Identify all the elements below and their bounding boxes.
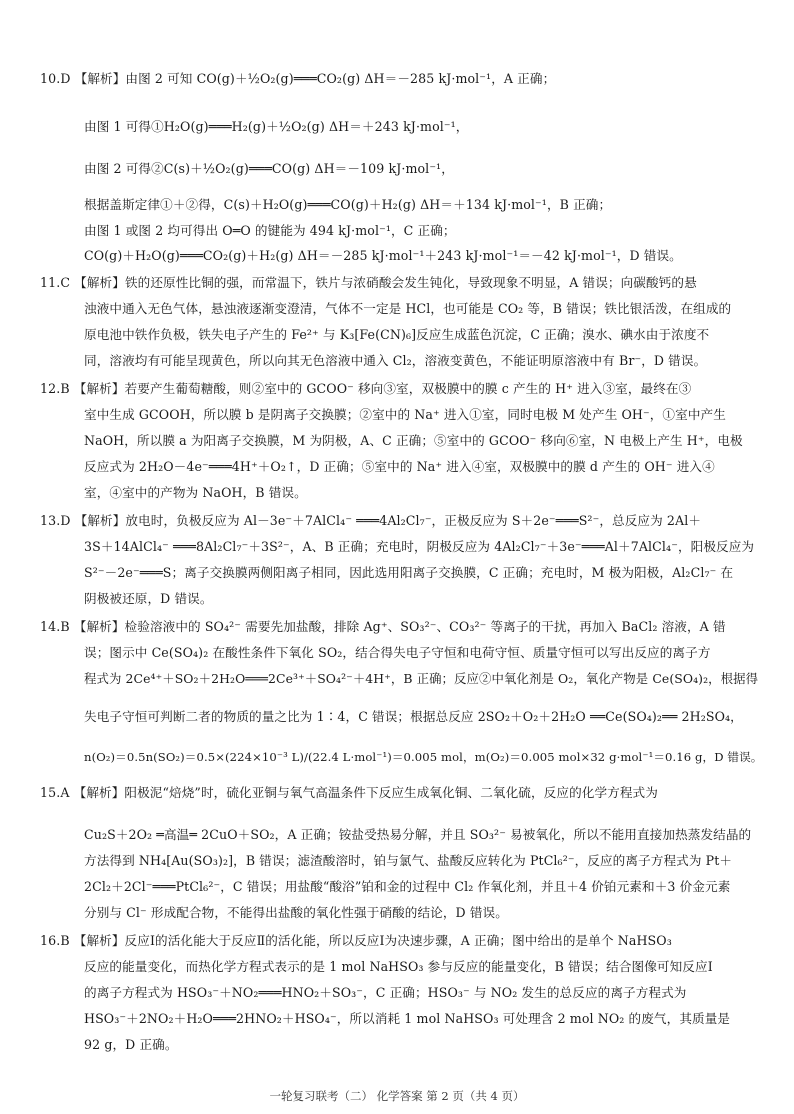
answer-line-q16e: 92 g，D 正确。 xyxy=(84,1037,178,1052)
answer-line-q12d: 反应式为 2H₂O－4e⁻═══4H⁺＋O₂↑，D 正确；⑤室中的 Na⁺ 进入④室，双极膜中的膜 d 产生的 OH⁻ 进入④ xyxy=(84,459,715,474)
answer-line-q12a: 12.B 【解析】若要产生葡萄糖酸，则②室中的 GCOO⁻ 移向③室，双极膜中的膜 c 产生的 H⁺ 进入③室，最终在③ xyxy=(40,381,692,396)
answer-line-q12c: NaOH，所以膜 a 为阳离子交换膜，M 为阴极，A、C 正确；⑤室中的 GCOO⁻ 移向⑥室，N 电极上产生 H⁺，电极 xyxy=(84,433,743,448)
answer-line-q11c: 原电池中铁作负极，铁失电子产生的 Fe²⁺ 与 K₃[Fe(CN)₆]反应生成蓝色沉淀，C 正确；溴水、碘水由于浓度不 xyxy=(84,327,710,342)
answer-line-q15c: 方法得到 NH₄[Au(SO₃)₂]，B 错误；滤渣酸溶时，铂与氯气、盐酸反应转化为 PtCl₆²⁻，反应的离子方程式为 Pt＋ xyxy=(84,853,733,868)
answer-line-q11b: 浊液中通入无色气体，悬浊液逐渐变澄清，气体不一定是 HCl，也可能是 CO₂ 等，B 错误；铁比银活泼，在组成的 xyxy=(84,301,732,316)
answer-line-q14d: 失电子守恒可判断二者的物质的量之比为 1∶4，C 错误；根据总反应 2SO₂＋O₂＋2H₂O ══Ce(SO₄)₂══ 2H₂SO₄， xyxy=(84,709,743,724)
answer-line-q13d: 阴极被还原，D 错误。 xyxy=(84,591,213,606)
answer-line-q14b: 误；图示中 Ce(SO₄)₂ 在酸性条件下氧化 SO₂，结合得失电子守恒和电荷守恒、质量守恒可以写出反应的离子方 xyxy=(84,645,711,660)
answer-line-q13b: 3S＋14AlCl₄⁻ ═══8Al₂Cl₇⁻＋3S²⁻，A、B 正确；充电时，阴极反应为 4Al₂Cl₇⁻＋3e⁻═══Al＋7AlCl₄⁻，阳极反应为 xyxy=(84,539,755,554)
answer-line-q10f: CO(g)＋H₂O(g)═══CO₂(g)＋H₂(g) ΔH＝－285 kJ·mol⁻¹＋243 kJ·mol⁻¹＝－42 kJ·mol⁻¹，D 错误。 xyxy=(84,248,682,263)
answer-line-q10a: 10.D 【解析】由图 2 可知 CO(g)＋½O₂(g)═══CO₂(g) ΔH＝－285 kJ·mol⁻¹，A 正确； xyxy=(40,71,556,86)
answer-line-q13a: 13.D 【解析】放电时，负极反应为 Al－3e⁻＋7AlCl₄⁻ ═══4Al₂Cl₇⁻，正极反应为 S＋2e⁻═══S²⁻，总反应为 2Al＋ xyxy=(40,513,702,528)
page-footer: 一轮复习联考（二） 化学答案 第 2 页（共 4 页） xyxy=(269,1089,525,1103)
answer-line-q15d: 2Cl₂＋2Cl⁻═══PtCl₆²⁻，C 错误；用盐酸“酸浴”铂和金的过程中 Cl₂ 作氧化剂，并且＋4 价铂元素和＋3 价金元素 xyxy=(84,879,731,894)
answer-line-q15a: 15.A 【解析】阳极泥“焙烧”时，硫化亚铜与氧气高温条件下反应生成氧化铜、二氧化硫，反应的化学方程式为 xyxy=(40,785,658,800)
answer-line-q14a: 14.B 【解析】检验溶液中的 SO₄²⁻ 需要先加盐酸，排除 Ag⁺、SO₃²⁻、CO₃²⁻ 等离子的干扰，再加入 BaCl₂ 溶液，A 错 xyxy=(40,619,726,634)
answer-line-q14c: 程式为 2Ce⁴⁺＋SO₂＋2H₂O═══2Ce³⁺＋SO₄²⁻＋4H⁺，B 正确；反应②中氧化剂是 O₂，氧化产物是 Ce(SO₄)₂，根据得 xyxy=(84,671,759,686)
answer-line-q10d: 根据盖斯定律①＋②得，C(s)＋H₂O(g)═══CO(g)＋H₂(g) ΔH＝＋134 kJ·mol⁻¹，B 正确； xyxy=(84,197,612,212)
answer-line-q15b: Cu₂S＋2O₂ ═高温═ 2CuO＋SO₂，A 正确；铵盐受热易分解，并且 SO₃²⁻ 易被氧化，所以不能用直接加热蒸发结晶的 xyxy=(84,827,752,842)
answer-line-q10e: 由图 1 或图 2 均可得出 O═O 的键能为 494 kJ·mol⁻¹，C 正确； xyxy=(84,223,456,238)
answer-line-q11d: 同，溶液均有可能呈现黄色，所以向其无色溶液中通入 Cl₂，溶液变黄色，不能证明原溶液中有 Br⁻，D 错误。 xyxy=(84,353,707,368)
answer-line-q16d: HSO₃⁻＋2NO₂＋H₂O═══2HNO₂＋HSO₄⁻，所以消耗 1 mol NaHSO₃ 可处理含 2 mol NO₂ 的废气，其质量是 xyxy=(84,1011,731,1026)
answer-line-q13c: S²⁻－2e⁻═══S；离子交换膜两侧阳离子相同，因此选用阳离子交换膜，C 正确；充电时，M 极为阳极，Al₂Cl₇⁻ 在 xyxy=(84,565,734,580)
answer-line-q15e: 分别与 Cl⁻ 形成配合物，不能得出盐酸的氧化性强于硝酸的结论，D 错误。 xyxy=(84,905,508,920)
answer-line-q14e: n(O₂)＝0.5n(SO₂)＝0.5×(224×10⁻³ L)/(22.4 L·mol⁻¹)＝0.005 mol，m(O₂)＝0.005 mol×32 g·mol⁻¹＝0.16 g，D 错误。 xyxy=(84,750,763,764)
answer-line-q16a: 16.B 【解析】反应Ⅰ的活化能大于反应Ⅱ的活化能，所以反应Ⅰ为决速步骤，A 正确；图中给出的是单个 NaHSO₃ xyxy=(40,933,672,948)
answer-line-q16c: 的离子方程式为 HSO₃⁻＋NO₂═══HNO₂＋SO₃⁻，C 正确；HSO₃⁻ 与 NO₂ 发生的总反应的离子方程式为 xyxy=(84,985,687,1000)
answer-line-q10b: 由图 1 可得①H₂O(g)═══H₂(g)＋½O₂(g) ΔH＝＋243 kJ·mol⁻¹， xyxy=(84,119,469,134)
answer-line-q12e: 室，④室中的产物为 NaOH，B 错误。 xyxy=(84,485,307,500)
answer-line-q11a: 11.C 【解析】铁的还原性比铜的强，而常温下，铁片与浓硝酸会发生钝化，导致现象不明显，A 错误；向碳酸钙的悬 xyxy=(40,275,697,290)
answer-line-q10c: 由图 2 可得②C(s)＋½O₂(g)═══CO(g) ΔH＝－109 kJ·mol⁻¹， xyxy=(84,161,454,176)
answer-line-q12b: 室中生成 GCOOH，所以膜 b 是阴离子交换膜；②室中的 Na⁺ 进入①室，同时电极 M 处产生 OH⁻，①室中产生 xyxy=(84,407,726,422)
answer-line-q16b: 反应的能量变化，而热化学方程式表示的是 1 mol NaHSO₃ 参与反应的能量变化，B 错误；结合图像可知反应Ⅰ xyxy=(84,959,713,974)
